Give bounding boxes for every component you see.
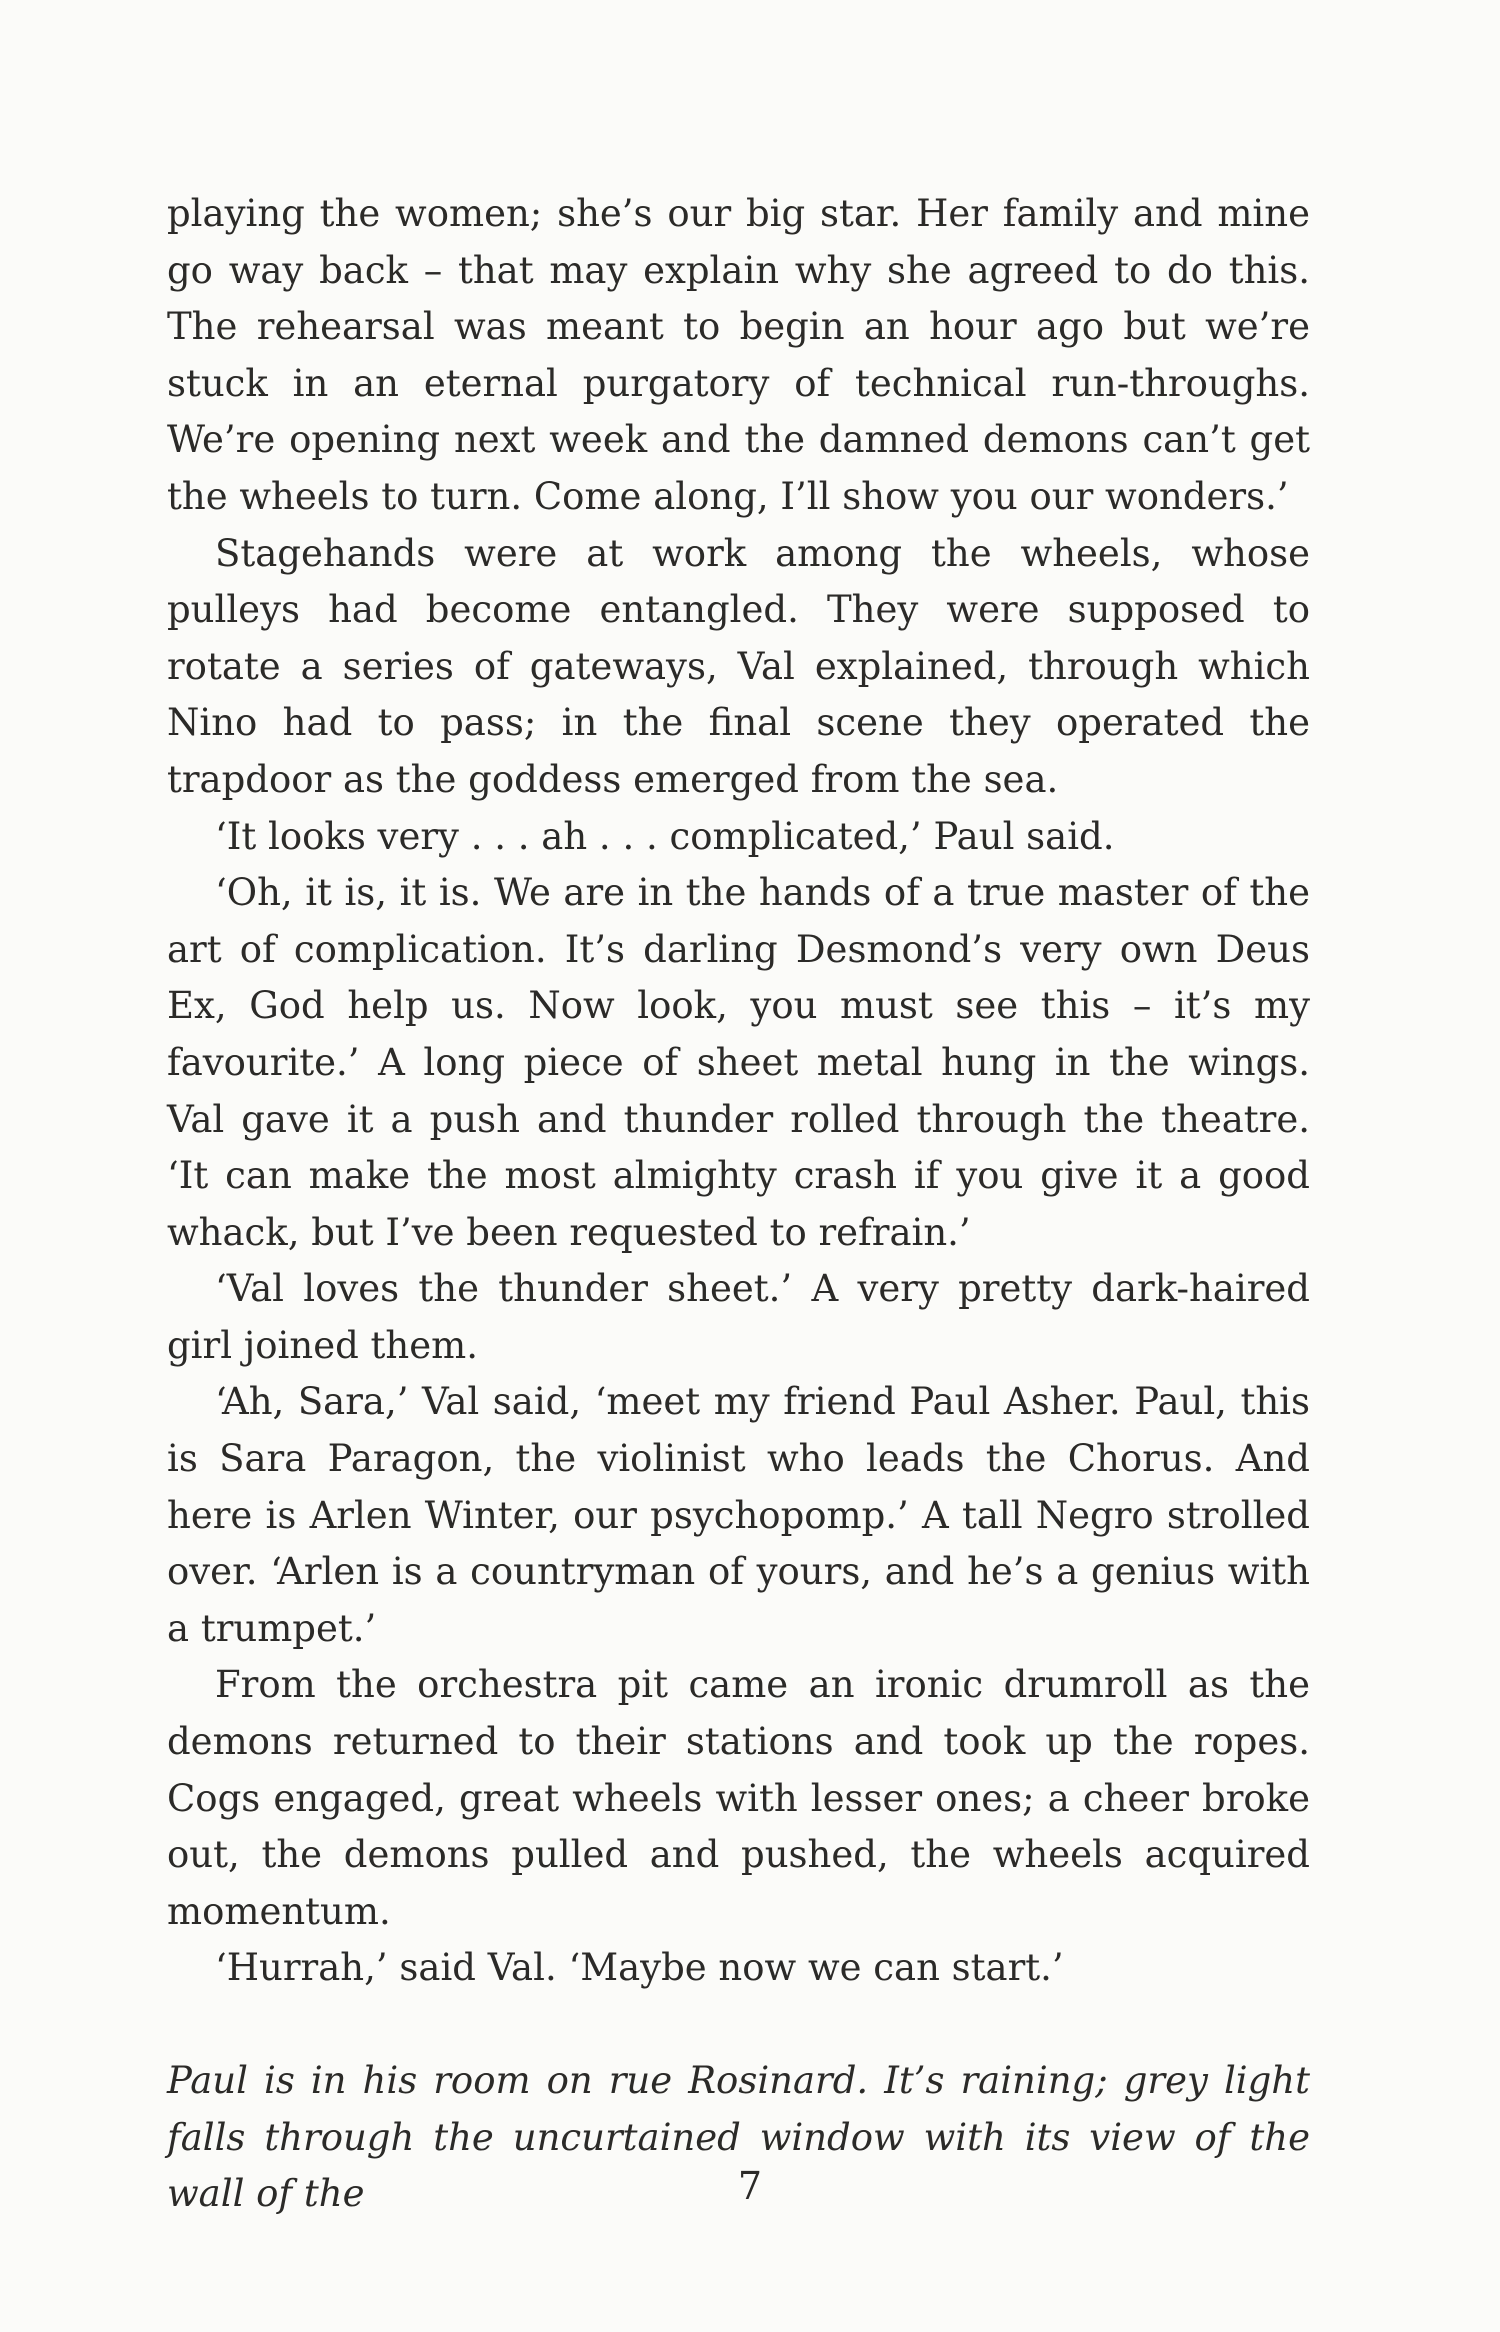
paragraph: ‘Oh, it is, it is. We are in the hands of a true master of the art of complication. It’s darling Desmond’s very own Deus Ex, God help us. Now look, you must see this – it’s my favourite.’ A long piece of sheet metal hung in the wings. Val gave it a push and thunder rolled through the theatre. ‘It can make the most almighty crash if you give it a good whack, but I’ve been requested to refrain.’: [167, 871, 1310, 1254]
body-text: [167, 186, 1310, 2223]
paragraph: ‘Ah, Sara,’ Val said, ‘meet my friend Paul Asher. Paul, this is Sara Paragon, the violinist who leads the Chorus. And here is Arlen Winter, our psychopomp.’ A tall Negro strolled over. ‘Arlen is a countryman of yours, and he’s a genius with a trumpet.’: [167, 1380, 1310, 1650]
paragraph: Stagehands were at work among the wheels, whose pulleys had become entangled. They were supposed to rotate a series of gateways, Val explained, through which Nino had to pass; in the final scene they operated the trapdoor as the goddess emerged from the sea.: [167, 531, 1310, 801]
italic-passage: Paul is in his room on rue Rosinard. It’s raining; grey light falls through the uncurtained window with its view of the wall of the: [167, 2059, 1310, 2216]
paragraph: ‘It looks very . . . ah . . . complicated,’ Paul said.: [215, 814, 1115, 858]
paragraph: From the orchestra pit came an ironic drumroll as the demons returned to their stations and took up the ropes. Cogs engaged, great wheels with lesser ones; a cheer broke out, the demons pulled and pushed, the wheels acquired momentum.: [167, 1663, 1310, 1933]
page-number: 7: [737, 2164, 763, 2208]
paragraph: ‘Val loves the thunder sheet.’ A very pretty dark-haired girl joined them.: [167, 1267, 1310, 1367]
paragraph: playing the women; she’s our big star. Her family and mine go way back – that may explain why she agreed to do this. The rehearsal was meant to begin an hour ago but we’re stuck in an eternal purgatory of technical run-throughs. We’re opening next week and the damned demons can’t get the wheels to turn. Come along, I’ll show you our wonders.’: [167, 192, 1310, 518]
section-break: [167, 1997, 1310, 2053]
paragraph: ‘Hurrah,’ said Val. ‘Maybe now we can start.’: [215, 1946, 1064, 1990]
